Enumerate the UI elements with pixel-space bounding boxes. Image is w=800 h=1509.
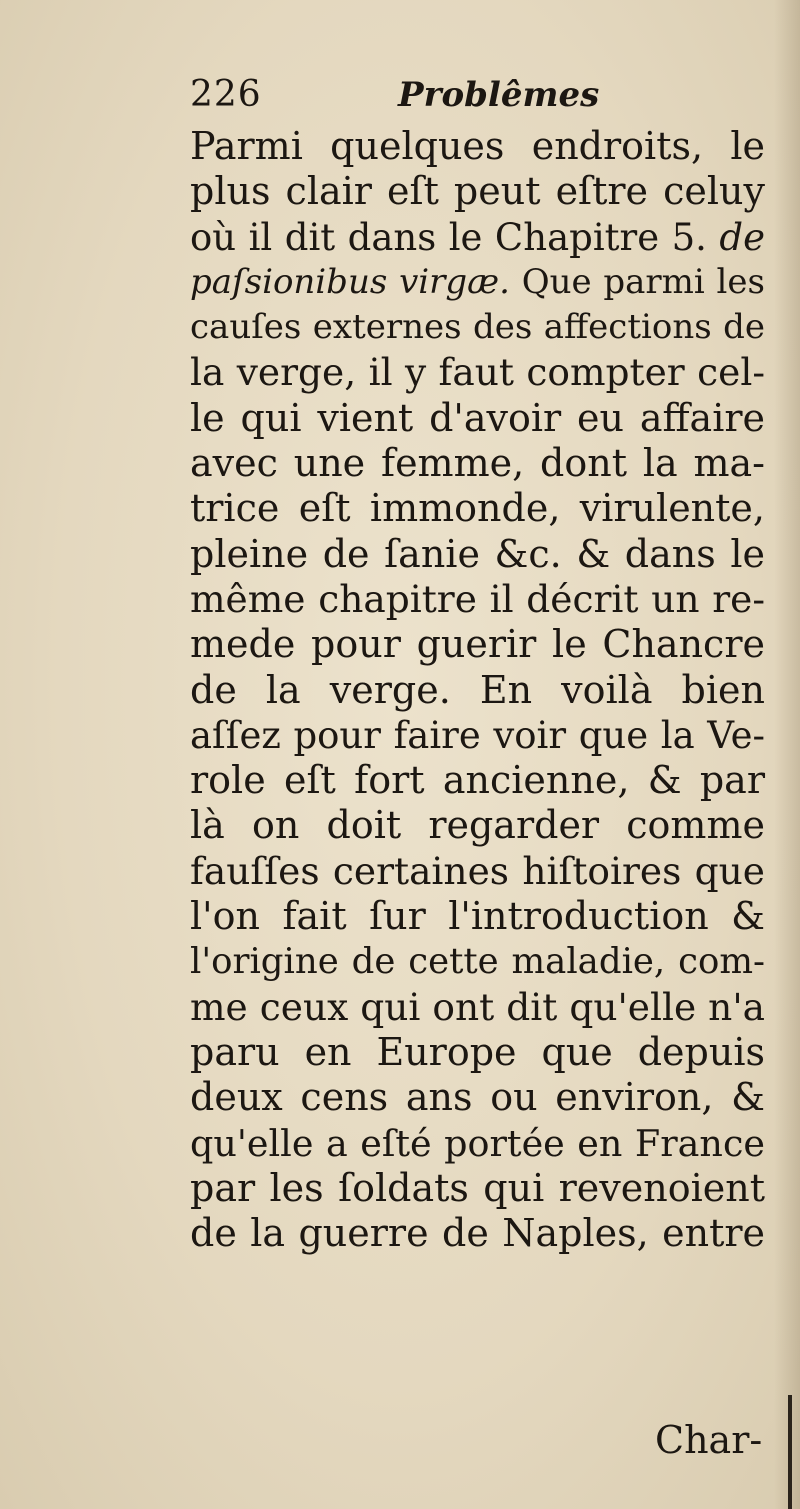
text-line: plus clair eſt peut eſtre celuy <box>190 169 765 214</box>
catchword: Char- <box>655 1418 763 1462</box>
body-text <box>190 124 765 1256</box>
text-line: paru en Europe que depuis <box>190 1029 765 1074</box>
text-line: la verge, il y faut compter cel- <box>190 350 765 395</box>
text-line: cauſes externes des affections de <box>190 307 765 348</box>
running-head: Problêmes <box>398 75 600 115</box>
text-line: où il dit dans le Chapitre 5. de <box>190 215 765 259</box>
text-line: paſsionibus virgæ. Que parmi les <box>190 261 765 302</box>
text-line: pleine de ſanie &c. & dans le <box>190 531 765 576</box>
text-line: l'on fait ſur l'introduction & <box>190 894 765 939</box>
text-line: de la guerre de Naples, entre <box>190 1211 765 1256</box>
text-line: avec une femme, dont la ma- <box>190 441 765 486</box>
text-line: aſſez pour faire voir que la Ve- <box>190 713 765 757</box>
page-number: 226 <box>190 74 262 115</box>
text-line: l'origine de cette maladie, com- <box>190 941 765 983</box>
text-line: même chapitre il décrit un re- <box>190 576 765 621</box>
page-header <box>190 70 790 120</box>
text-line: qu'elle a eſté portée en France <box>190 1121 765 1165</box>
text-line: là on doit regarder comme <box>190 803 765 848</box>
text-line: de la verge. En voilà bien <box>190 667 765 712</box>
text-line: trice eſt immonde, virulente, <box>190 486 765 531</box>
text-line: me ceux qui ont dit qu'elle n'a <box>190 984 765 1029</box>
page-edge-line <box>788 1395 792 1509</box>
text-line: le qui vient d'avoir eu affaire <box>190 395 765 440</box>
text-line: deux cens ans ou environ, & <box>190 1075 765 1120</box>
page-edge-shadow <box>774 0 800 1509</box>
text-line: mede pour guerir le Chancre <box>190 622 765 667</box>
text-line: par les ſoldats qui revenoient <box>190 1165 765 1210</box>
text-line: Parmi quelques endroits, le <box>190 124 765 168</box>
text-line: role eſt fort ancienne, & par <box>190 758 765 803</box>
text-line: fauſſes certaines hiſtoires que <box>190 848 765 893</box>
